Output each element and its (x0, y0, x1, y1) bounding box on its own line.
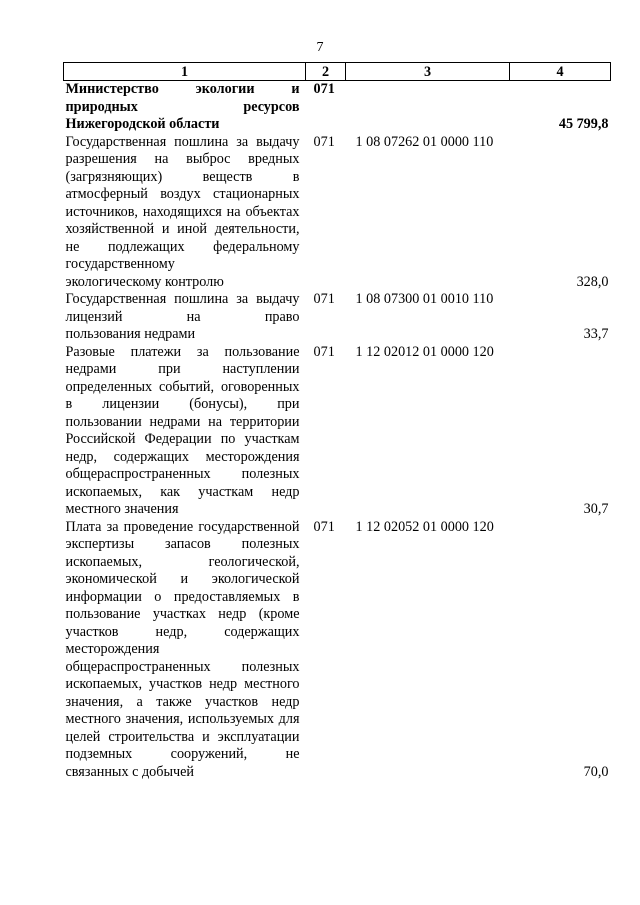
row-name-line: запасов полезных ископаемых, (65, 536, 300, 570)
table-row (64, 81, 611, 134)
column-header-4: 4 (510, 63, 611, 81)
row-name-line: месторождения (205, 448, 300, 465)
row-name-line: территории Российской Федерации (65, 413, 300, 447)
table-row (64, 134, 611, 292)
row-name-line: Плата за проведение (65, 518, 199, 535)
row-name-line: участках недр (152, 606, 259, 622)
row-name (64, 519, 306, 782)
row-name-line: экологической информации о (65, 571, 300, 605)
row-amount: 45 799,8 (558, 116, 609, 132)
row-name-line: по участкам недр, содержащих (65, 431, 300, 465)
row-name-line: общераспространенных (65, 658, 242, 675)
row-name (64, 81, 306, 134)
revenue-table (63, 62, 611, 781)
row-name-line: оговоренных в лицензии (бонусы), (65, 378, 300, 412)
table-row (64, 344, 611, 519)
row-amount: 328,0 (576, 273, 609, 290)
row-name-line: экологическому контролю (65, 273, 224, 290)
row-admin-code: 071 (313, 291, 335, 307)
row-amount: 30,7 (583, 501, 609, 517)
row-name-line: Министерство экологии и (65, 81, 300, 97)
row-name-line: подземных сооружений, не (65, 746, 300, 762)
row-budget-code: 1 12 02012 01 0000 120 (355, 343, 494, 360)
row-name-line: предоставляемых в пользование (65, 588, 300, 622)
column-header-3: 3 (346, 63, 510, 81)
row-name-line: атмосферный воздух стационарных (65, 186, 300, 202)
row-budget-code: 1 08 07300 01 0010 110 (355, 291, 494, 307)
row-name (64, 344, 306, 519)
table-body (64, 81, 611, 782)
row-name-line: общераспространенных полезных (65, 466, 300, 482)
row-name-line: источников, находящихся на (65, 203, 246, 220)
row-name-line: государственной экспертизы (65, 518, 300, 552)
row-name-line: Государственная пошлина за (65, 291, 257, 307)
row-name-line: полезных ископаемых, (65, 658, 300, 692)
row-name-line: объектах хозяйственной и иной (65, 203, 300, 237)
row-name-line: вредных (загрязняющих) веществ в (65, 151, 300, 185)
table-row (64, 519, 611, 782)
row-name-line: пользования недрами (65, 326, 196, 342)
page-number: 7 (316, 40, 324, 55)
row-name-line: ископаемых, как участкам недр (65, 483, 300, 500)
row-name-line: связанных с добычей (65, 763, 195, 780)
row-name-line: участков недр местного значения, (65, 693, 300, 727)
row-budget-code: 1 08 07262 01 0000 110 (355, 133, 494, 150)
row-admin-code: 071 (313, 518, 335, 535)
row-budget-code: 1 12 02052 01 0000 120 (355, 518, 494, 535)
row-name-line: геологической, экономической и (65, 553, 300, 587)
row-name (64, 291, 306, 344)
row-budget-code (346, 81, 510, 134)
table-row (64, 291, 611, 344)
row-name-line: содержащих месторождения (65, 623, 300, 657)
row-name-line: природных ресурсов (65, 98, 300, 115)
row-name-line: участков недр местного (149, 676, 300, 692)
row-name-line: при пользовании недрами на (65, 396, 300, 430)
row-admin-code: 071 (313, 81, 335, 97)
row-amount: 33,7 (583, 326, 609, 342)
row-name-line: строительства и эксплуатации (108, 728, 300, 745)
row-name-line: федеральному государственному (65, 238, 300, 272)
row-admin-code: 071 (313, 133, 335, 150)
row-name-line: используемых для целей (65, 711, 300, 745)
table-header (64, 63, 611, 81)
row-name-line: выдачу разрешения на выброс (65, 133, 300, 167)
row-admin-code: 071 (313, 343, 335, 360)
row-name-line: Разовые платежи за пользование (65, 343, 300, 360)
column-header-2: 2 (306, 63, 346, 81)
row-name-line: Нижегородской области (65, 116, 220, 132)
row-name (64, 134, 306, 292)
column-header-1: 1 (64, 63, 306, 81)
row-name-line: определенных событий, (65, 378, 221, 395)
row-name-line: выдачу лицензий на право (65, 291, 300, 325)
row-name-line: недрами при наступлении (65, 361, 300, 377)
row-name-line: Государственная пошлина за (65, 133, 257, 150)
row-name-line: деятельности, не подлежащих (65, 221, 300, 255)
row-name-line: (кроме участков недр, (65, 606, 300, 640)
row-name-line: значения, а также (65, 693, 206, 710)
row-name-line: местного значения (65, 501, 179, 517)
row-amount: 70,0 (583, 763, 609, 780)
